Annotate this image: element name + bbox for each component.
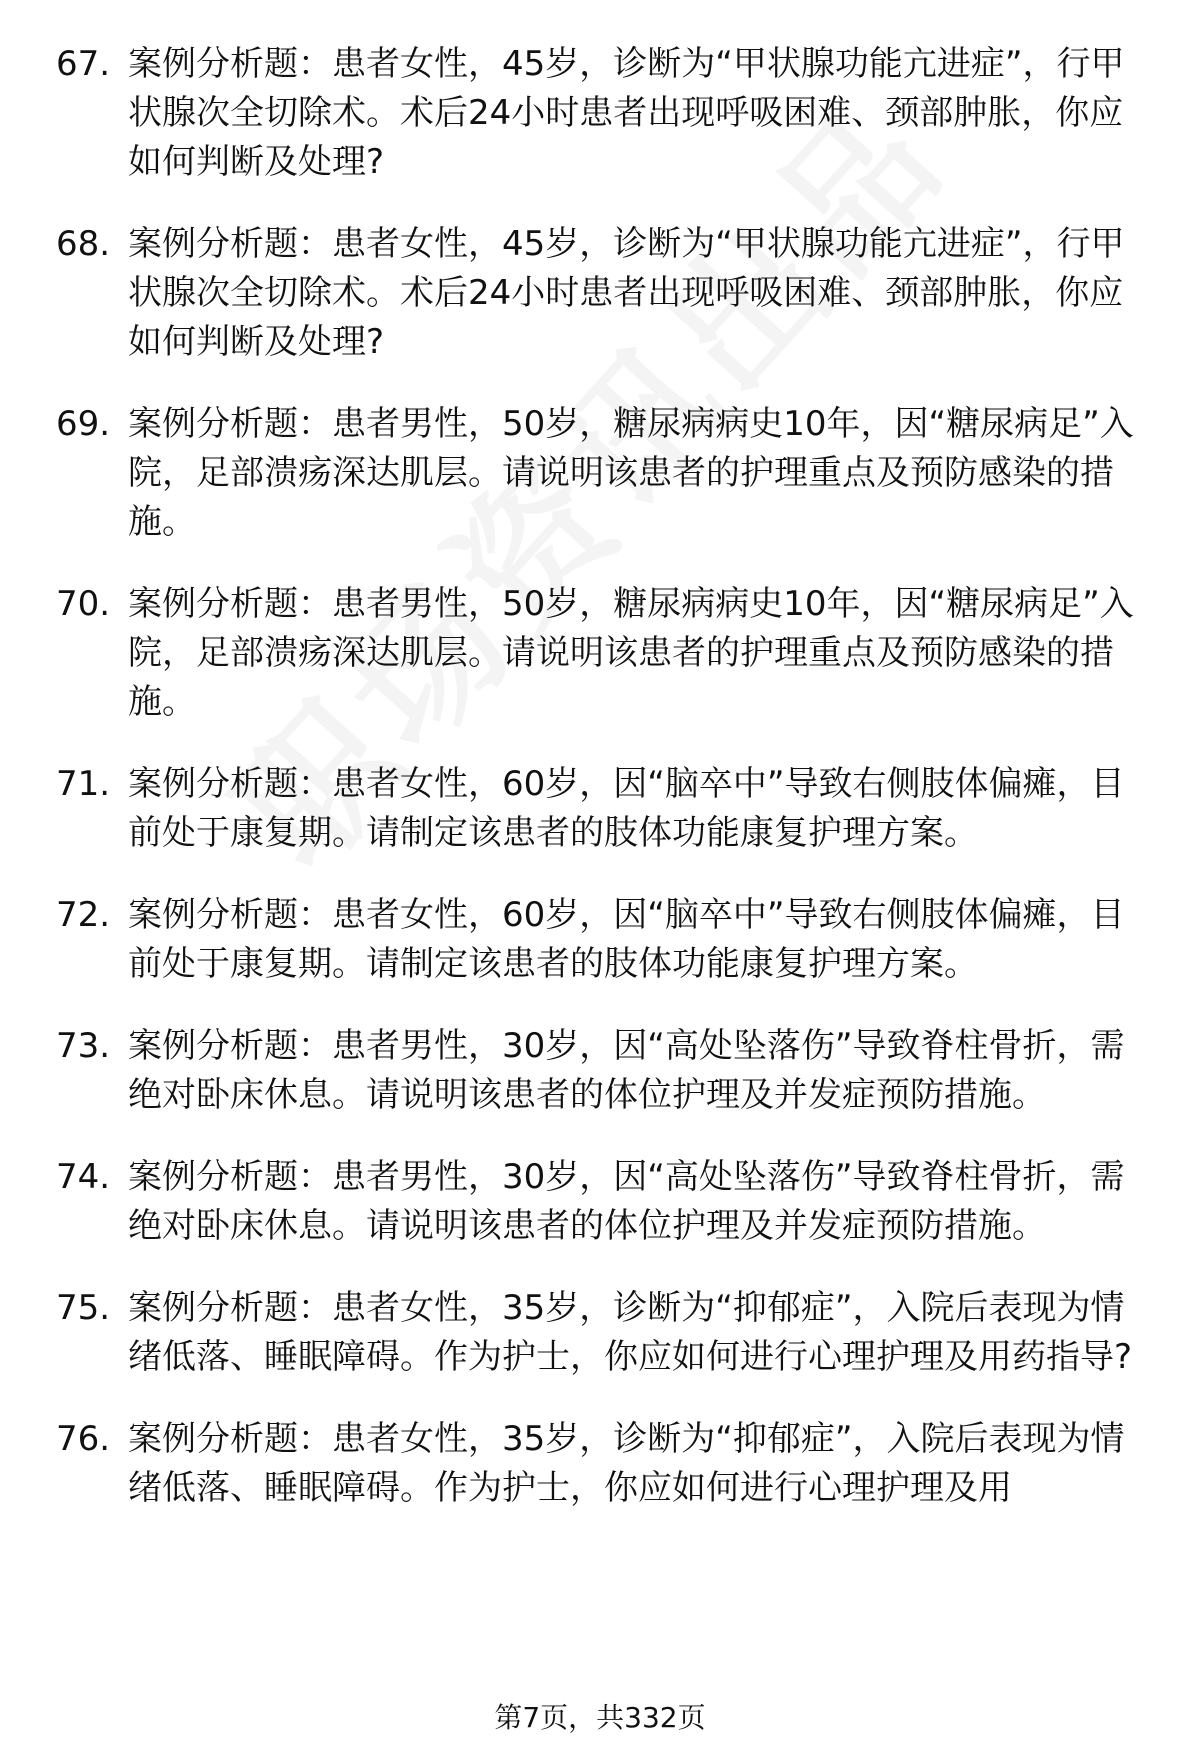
- question-text: 案例分析题：患者男性，30岁，因“高处坠落伤”导致脊柱骨折，需绝对卧床休息。请说明该患者的体位护理及并发症预防措施。: [128, 1026, 1125, 1115]
- question-item: [0, 1415, 1200, 1513]
- question-item: [0, 40, 1200, 187]
- question-text: 案例分析题：患者女性，35岁，诊断为“抑郁症”，入院后表现为情绪低落、睡眠障碍。作为护士，你应如何进行心理护理及用药指导?: [128, 1288, 1133, 1377]
- question-text: 案例分析题：患者男性，50岁，糖尿病病史10年，因“糖尿病足”入院，足部溃疡深达肌层。请说明该患者的护理重点及预防感染的措施。: [128, 584, 1134, 722]
- question-item: [0, 760, 1200, 858]
- question-number: 72.: [56, 895, 111, 935]
- question-list: [0, 40, 1200, 1546]
- question-number: 74.: [56, 1157, 111, 1197]
- question-number: 68.: [56, 224, 111, 264]
- question-item: [0, 1022, 1200, 1120]
- question-item: [0, 580, 1200, 727]
- question-number: 69.: [56, 404, 111, 444]
- question-item: [0, 400, 1200, 547]
- question-item: [0, 1153, 1200, 1251]
- question-number: 75.: [56, 1288, 111, 1328]
- question-text: 案例分析题：患者女性，45岁，诊断为“甲状腺功能亢进症”，行甲状腺次全切除术。术后24小时患者出现呼吸困难、颈部肿胀，你应如何判断及处理?: [128, 224, 1125, 362]
- question-number: 76.: [56, 1419, 111, 1459]
- question-number: 71.: [56, 764, 111, 804]
- question-text: 案例分析题：患者女性，60岁，因“脑卒中”导致右侧肢体偏瘫，目前处于康复期。请制定该患者的肢体功能康复护理方案。: [128, 895, 1125, 984]
- question-number: 70.: [56, 584, 111, 624]
- question-number: 73.: [56, 1026, 111, 1066]
- question-item: [0, 220, 1200, 367]
- question-text: 案例分析题：患者男性，50岁，糖尿病病史10年，因“糖尿病足”入院，足部溃疡深达肌层。请说明该患者的护理重点及预防感染的措施。: [128, 404, 1134, 542]
- question-number: 67.: [56, 44, 111, 84]
- question-item: [0, 1284, 1200, 1382]
- question-text: 案例分析题：患者女性，45岁，诊断为“甲状腺功能亢进症”，行甲状腺次全切除术。术后24小时患者出现呼吸困难、颈部肿胀，你应如何判断及处理?: [128, 44, 1125, 182]
- question-text: 案例分析题：患者男性，30岁，因“高处坠落伤”导致脊柱骨折，需绝对卧床休息。请说明该患者的体位护理及并发症预防措施。: [128, 1157, 1125, 1246]
- question-item: [0, 891, 1200, 989]
- question-text: 案例分析题：患者女性，60岁，因“脑卒中”导致右侧肢体偏瘫，目前处于康复期。请制定该患者的肢体功能康复护理方案。: [128, 764, 1125, 853]
- question-text: 案例分析题：患者女性，35岁，诊断为“抑郁症”，入院后表现为情绪低落、睡眠障碍。作为护士，你应如何进行心理护理及用: [128, 1419, 1125, 1508]
- page-footer: 第7页，共332页: [494, 1701, 706, 1734]
